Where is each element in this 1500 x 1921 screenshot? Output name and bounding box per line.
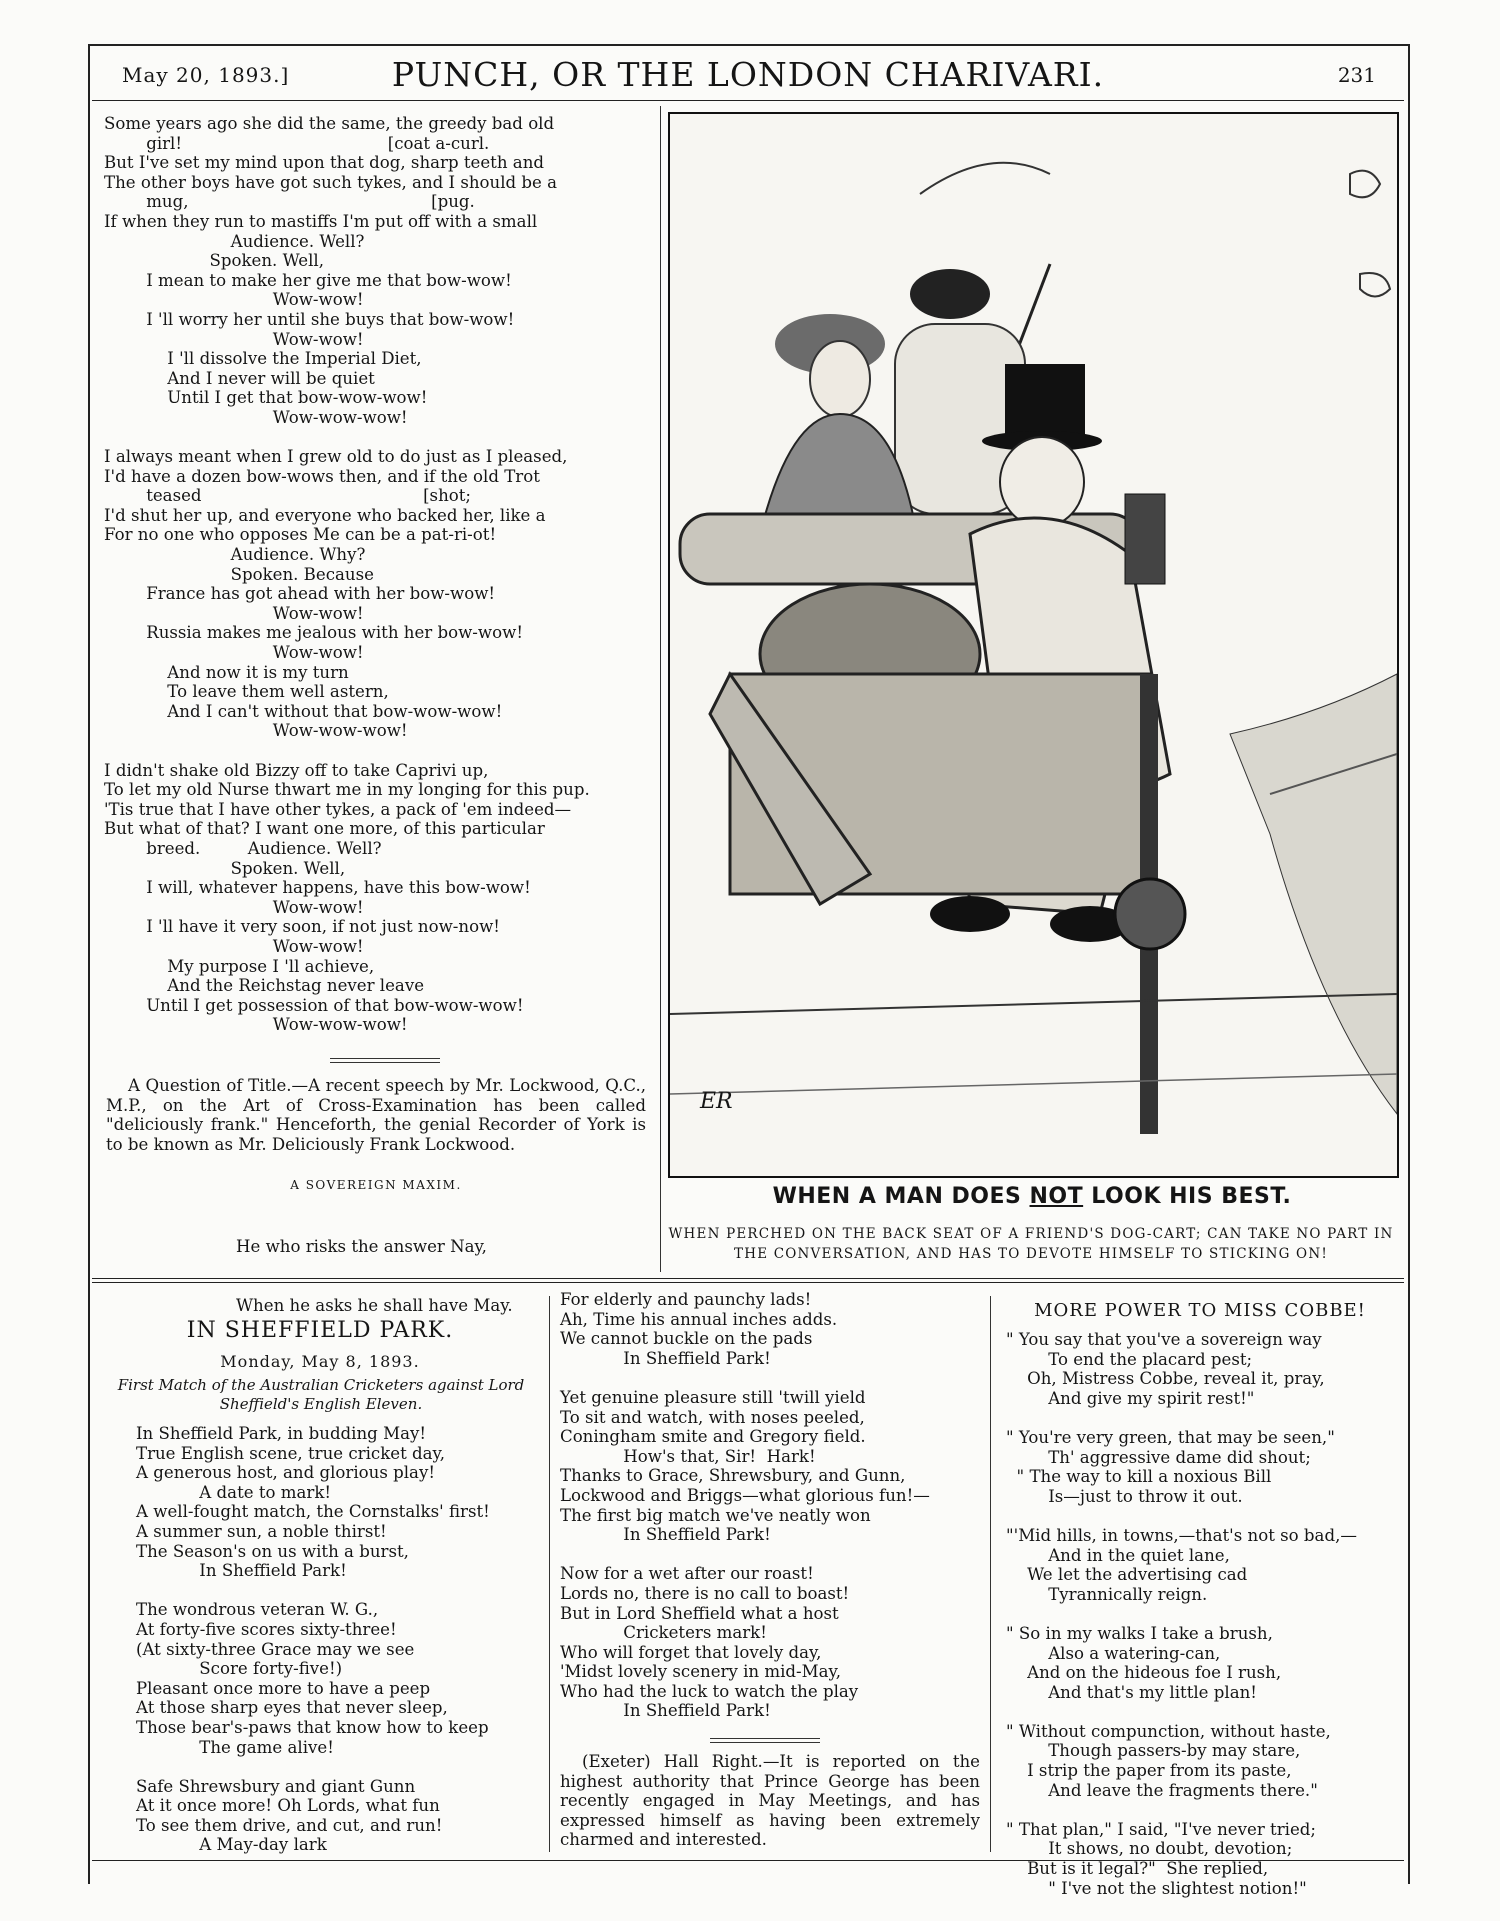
song-line: Wow-wow! [104,329,364,349]
cobbe-poem [1006,1330,1357,1898]
sheffield-line: A date to mark! [136,1482,332,1502]
cobbe-line: And in the quiet lane, [1006,1545,1230,1565]
song-line: Spoken. Well, [104,858,346,878]
header-rule [92,100,1404,101]
sheffield-line: To see them drive, and cut, and run! [136,1815,443,1835]
sheffield-line: In Sheffield Park! [136,1561,347,1581]
cobbe-line: " That plan," I said, "I've never tried; [1006,1819,1316,1839]
song-line: France has got ahead with her bow-wow! [104,584,496,604]
sheffield-poem-col1 [136,1424,490,1855]
cobbe-line [1006,1702,1357,1722]
sheffield-line: Thanks to Grace, Shrewsbury, and Gunn, [560,1466,906,1486]
cobbe-line: We let the advertising cad [1006,1565,1248,1585]
cobbe-line: " Without compunction, without haste, [1006,1721,1331,1741]
sheffield-line: At it once more! Oh Lords, what fun [136,1796,440,1816]
sheffield-line: Who will forget that lovely day, [560,1642,822,1662]
sheffield-line: True English scene, true cricket day, [136,1443,445,1463]
question-of-title-paragraph: A Question of Title.—A recent speech by Mr. Lockwood, Q.C., M.P., on the Art of Cross-Examination has been called "deliciously frank." Henceforth, the genial Recorder of York is to be known as Mr. Deliciously Frank Lockwood. [106,1076,646,1154]
cobbe-line [1006,1800,1357,1820]
cobbe-line: Th' aggressive dame did shout; [1006,1447,1311,1467]
cobbe-line [1006,1506,1357,1526]
cobbe-line [1006,1408,1357,1428]
cobbe-title: MORE POWER TO MISS COBBE! [1034,1300,1366,1321]
song-line: And now it is my turn [104,662,349,682]
cobbe-line: "'Mid hills, in towns,—that's not so bad,— [1006,1525,1357,1545]
cobbe-line: And that's my little plan! [1006,1682,1257,1702]
song-line: Until I get that bow-wow-wow! [104,388,428,408]
sheffield-line: Yet genuine pleasure still 'twill yield [560,1387,866,1407]
sheffield-line: But in Lord Sheffield what a host [560,1603,839,1623]
cobbe-line: " You're very green, that may be seen," [1006,1427,1335,1447]
song-line: Wow-wow! [104,603,364,623]
sheffield-line: Score forty-five!) [136,1659,343,1679]
sheffield-line: A summer sun, a noble thirst! [136,1521,387,1541]
page-number: 231 [1337,63,1376,87]
song-line: But I've set my mind upon that dog, sharp teeth and [104,153,545,173]
sheffield-line: A well-fought match, the Cornstalks' first! [136,1502,490,1522]
song-line: If when they run to mastiffs I'm put off with a small [104,211,538,231]
song-line [104,428,650,448]
bowler-hat-icon [910,269,990,319]
song-line: The other boys have got such tykes, and I should be a [104,172,558,192]
sheffield-line: The game alive! [136,1737,334,1757]
song-line: Some years ago she did the same, the greedy bad old [104,114,555,133]
cobbe-line: " So in my walks I take a brush, [1006,1623,1273,1643]
song-line: Wow-wow-wow! [104,1015,408,1035]
middle-rule-second [92,1282,1404,1283]
song-line: And I never will be quiet [104,368,375,388]
cobbe-line: But is it legal?" She replied, [1006,1859,1269,1879]
cobbe-line: Oh, Mistress Cobbe, reveal it, pray, [1006,1369,1325,1389]
sheffield-line: At forty-five scores sixty-three! [136,1619,397,1639]
song-line: teased [shot; [104,486,471,506]
caption-part: LOOK HIS BEST. [1083,1184,1292,1209]
sheffield-line: Coningham smite and Gregory field. [560,1427,866,1447]
song-line: I 'll have it very soon, if not just now-now! [104,917,500,937]
top-hat-icon [1005,364,1085,439]
sheffield-line [560,1368,930,1388]
sheffield-line: For elderly and paunchy lads! [560,1290,812,1309]
middle-rule [92,1278,1404,1279]
song-line: Wow-wow-wow! [104,407,408,427]
song-line: Spoken. Well, [104,251,324,271]
sheffield-line: (At sixty-three Grace may we see [136,1639,415,1659]
sheffield-line: In Sheffield Park! [560,1525,771,1545]
section-divider [330,1058,440,1063]
song-line: For no one who opposes Me can be a pat-ri-ot! [104,525,497,545]
song-line: I will, whatever happens, have this bow-wow! [104,878,531,898]
song-line: I always meant when I grew old to do just as I pleased, [104,447,568,467]
sheffield-line [136,1581,490,1601]
sheffield-line: In Sheffield Park! [560,1348,771,1368]
column-divider-top [660,106,661,1272]
sheffield-line: Now for a wet after our roast! [560,1564,814,1584]
song-line: Wow-wow-wow! [104,721,408,741]
sheffield-line: Those bear's-paws that know how to keep [136,1717,489,1737]
man-face [1000,437,1084,527]
cobbe-line: " You say that you've a sovereign way [1006,1330,1322,1349]
song-line: My purpose I 'll achieve, [104,956,375,976]
bottom-rule [92,1860,1404,1861]
song-line: girl! [coat a-curl. [104,133,490,153]
song-line: I mean to make her give me that bow-wow! [104,270,512,290]
sheffield-line: The Season's on us with a burst, [136,1541,409,1561]
masthead-title: PUNCH, OR THE LONDON CHARIVARI. [391,55,1105,94]
sovereign-maxim-lines [236,1198,513,1335]
song-line: mug, [pug. [104,192,475,212]
wheel-hub-icon [1115,879,1185,949]
song-line: Audience. Why? [104,545,366,565]
song-line: To leave them well astern, [104,682,389,702]
song-line: Wow-wow! [104,290,364,310]
page-header [92,55,1404,95]
song-line: I 'll dissolve the Imperial Diet, [104,349,422,369]
artist-signature: ER [700,1089,733,1114]
song-line: And the Reichstag never leave [104,976,425,996]
cobbe-line: Though passers-by may stare, [1006,1741,1301,1761]
sheffield-line: A generous host, and glorious play! [136,1463,435,1483]
cobbe-line [1006,1604,1357,1624]
song-line: And I can't without that bow-wow-wow! [104,701,503,721]
song-line: breed. Audience. Well? [104,838,382,858]
column-divider-bottom-2 [990,1296,991,1852]
sheffield-line: In Sheffield Park! [560,1701,771,1721]
sheffield-line: Who had the luck to watch the play [560,1681,859,1701]
song-line: Until I get possession of that bow-wow-wow! [104,995,524,1015]
caption-underlined: NOT [1029,1184,1084,1209]
maxim-line: He who risks the answer Nay, [236,1237,487,1257]
sheffield-line: Lockwood and Briggs—what glorious fun!— [560,1485,930,1505]
song-line: I didn't shake old Bizzy off to take Caprivi up, [104,760,489,780]
song-line: Wow-wow! [104,936,364,956]
cobbe-line: It shows, no doubt, devotion; [1006,1839,1293,1859]
sheffield-line: The first big match we've neatly won [560,1505,871,1525]
sheffield-line: To sit and watch, with noses peeled, [560,1407,865,1427]
cobbe-line: And give my spirit rest!" [1006,1388,1255,1408]
sheffield-title: IN SHEFFIELD PARK. [186,1318,454,1343]
sheffield-line: Pleasant once more to have a peep [136,1678,431,1698]
maxim-line: When he asks he shall have May. [236,1295,513,1315]
column-divider-bottom-1 [549,1296,550,1852]
cobbe-line: " I've not the slightest notion!" [1006,1878,1307,1898]
cobbe-line: Also a watering-can, [1006,1643,1221,1663]
sheffield-line: At those sharp eyes that never sleep, [136,1698,448,1718]
issue-date: May 20, 1893.] [122,63,290,87]
cartoon-subcaption: WHEN PERCHED ON THE BACK SEAT OF A FRIEND'S DOG-CART; CAN TAKE NO PART IN THE CONVERSATION, AND HAS TO DEVOTE HIMSELF TO STICKING ON! [668,1226,1394,1262]
cartoon-illustration [668,112,1399,1178]
cobbe-line: Is—just to throw it out. [1006,1486,1243,1506]
song-line: 'Tis true that I have other tykes, a pack of 'em indeed— [104,799,572,819]
song-line: Spoken. Because [104,564,374,584]
song-poem [104,114,650,1035]
song-line: I'd have a dozen bow-wows then, and if the old Trot [104,466,540,486]
sovereign-maxim-title: A SOVEREIGN MAXIM. [290,1178,462,1192]
caption-part: WHEN A MAN DOES [772,1184,1030,1209]
song-line: I 'll worry her until she buys that bow-wow! [104,309,515,329]
exeter-paragraph: (Exeter) Hall Right.—It is reported on the highest authority that Prince George has been recently engaged in May Meetings, and has expressed himself as having been extremely charmed and interested. [560,1752,980,1850]
sheffield-line: The wondrous veteran W. G., [136,1600,379,1620]
song-line: Audience. Well? [104,231,365,251]
sheffield-line: Lords no, there is no call to boast! [560,1583,850,1603]
sheffield-date: Monday, May 8, 1893. [220,1352,420,1371]
sheffield-line: 'Midst lovely scenery in mid-May, [560,1662,841,1682]
cobbe-line: And leave the fragments there." [1006,1780,1318,1800]
song-line: Wow-wow! [104,897,364,917]
sheffield-line [136,1757,490,1777]
sheffield-note: First Match of the Australian Cricketers against Lord Sheffield's English Eleven. [117,1376,525,1413]
cobbe-line: " The way to kill a noxious Bill [1006,1467,1272,1487]
sheffield-line [560,1545,930,1565]
song-line [104,741,650,761]
sheffield-line: Cricketers mark! [560,1623,767,1643]
cobbe-line: I strip the paper from its paste, [1006,1761,1292,1781]
cartoon-caption [662,1184,1402,1209]
carriage-lamp-icon [1125,494,1165,584]
sheffield-line: We cannot buckle on the pads [560,1329,813,1349]
sheffield-line: Safe Shrewsbury and giant Gunn [136,1776,416,1796]
song-line: To let my old Nurse thwart me in my longing for this pup. [104,780,590,800]
song-line: But what of that? I want one more, of this particular [104,819,545,839]
song-line: Russia makes me jealous with her bow-wow! [104,623,523,643]
dog-cart-drawing [670,114,1397,1176]
sheffield-line: In Sheffield Park, in budding May! [136,1424,427,1443]
sheffield-poem-col2 [560,1290,930,1721]
section-divider [710,1738,820,1743]
cobbe-line: Tyrannically reign. [1006,1584,1208,1604]
top-rule [88,44,1408,46]
sheffield-line: Ah, Time his annual inches adds. [560,1309,838,1329]
song-line: Wow-wow! [104,643,364,663]
song-line: I'd shut her up, and everyone who backed her, like a [104,505,546,525]
cobbe-line: To end the placard pest; [1006,1349,1253,1369]
sheffield-line: A May-day lark [136,1835,327,1855]
cobbe-line: And on the hideous foe I rush, [1006,1663,1282,1683]
sheffield-line: How's that, Sir! Hark! [560,1446,816,1466]
